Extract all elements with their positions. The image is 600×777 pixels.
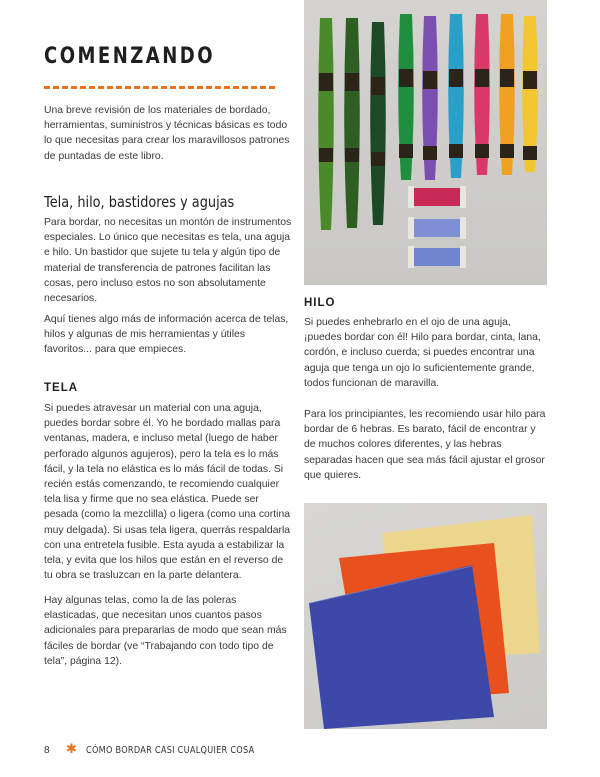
floss-label-band [399, 144, 413, 158]
page-title: COMENZANDO [44, 44, 216, 69]
floss-skein [318, 18, 334, 230]
spool-thread [414, 248, 460, 266]
threads-photo [304, 0, 547, 285]
fabric-blue [309, 565, 494, 729]
page-number: 8 [44, 745, 50, 756]
tela-heading: TELA [44, 382, 79, 394]
floss-label-band [449, 69, 463, 87]
floss-label-band [475, 69, 489, 87]
tela-paragraph-1: Si puedes atravesar un material con una aguja, puedes bordar sobre él. Yo he bordado mallas para ventanas, madera, e incluso metal (luego de haber perforado algunos agujeros), pero la tela es lo más fácil, y la tela no elástica es lo más fácil de todas. Si recién estás comenzando, te recomiendo cualquier tela lisa y firme que no sea elástica. Puede ser pesada (como la mezclilla) o ligera (como una cortina muy delgada). Si usas tela ligera, querrás respaldarla con una entretela fusible. Esta ayuda a estabilizar la tela, y evita que los hilos que están en el reverso de tu obra se trasluzcan en la parte delantera. [44, 403, 291, 582]
threads-illustration [304, 0, 547, 285]
floss-label-band [449, 144, 463, 158]
spool-end [408, 217, 414, 239]
floss-skein [370, 22, 386, 225]
intro-paragraph: Una breve revisión de los materiales de bordado, herramientas, suministros y técnicas básicas es todo lo que necesitas para crear los maravillosos patrones de puntadas de este libro. [44, 105, 290, 162]
asterisk-icon: ✱ [66, 741, 77, 756]
tela-paragraph-2: Hay algunas telas, como la de las poleras elasticadas, que necesitan unos cuantos pasos adicionales para prepararlas de modo que sean más fáciles de bordar (ve “Trabajando con todo tipo de tela”, página 12). [44, 595, 287, 667]
floss-label-band [475, 144, 489, 158]
floss-label-band [500, 69, 514, 87]
section-paragraph-2: Aquí tienes algo más de información acerca de telas, hilos y algunas de mis herramientas y útiles favoritos... para que empieces. [44, 314, 289, 356]
title-dashed-rule [44, 86, 275, 89]
floss-label-band [345, 148, 359, 162]
spool-end [460, 186, 466, 208]
spool-end [460, 246, 466, 268]
fabrics-illustration [304, 503, 547, 729]
spool-end [408, 246, 414, 268]
floss-label-band [371, 77, 385, 95]
hilo-paragraph-2: Para los principiantes, les recomiendo usar hilo para bordar de 6 hebras. Es barato, fácil de encontrar y de muchos colores diferentes, y las hebras separadas hacen que sea más fácil ajustar el grosor que quieres. [304, 409, 546, 481]
spool-thread [414, 188, 460, 206]
fabrics-photo [304, 503, 547, 729]
footer-book-title: CÓMO BORDAR CASI CUALQUIER COSA [86, 745, 255, 756]
floss-label-band [319, 148, 333, 162]
floss-skein [344, 18, 360, 228]
floss-label-band [423, 146, 437, 160]
hilo-paragraph-1: Si puedes enhebrarlo en el ojo de una aguja, ¡puedes bordar con él! Hilo para bordar, cinta, lana, cordón, e incluso cuerda; si puedes encontrar una aguja que tenga un ojo lo suficientemente grande, todos funcionan de maravilla. [304, 317, 541, 389]
floss-label-band [319, 73, 333, 91]
spool-end [460, 217, 466, 239]
hilo-heading: HILO [304, 297, 336, 309]
section-paragraph-1: Para bordar, no necesitas un montón de instrumentos especiales. Lo único que necesitas es tela, una aguja e hilo. Un bastidor que sujete tu tela y algún tipo de material de transferencia de patrones facilitan las cosas, pero incluso estos no son absolutamente necesarios. [44, 217, 292, 305]
floss-label-band [423, 71, 437, 89]
floss-label-band [523, 146, 537, 160]
spool-thread [414, 219, 460, 237]
floss-label-band [523, 71, 537, 89]
floss-label-band [399, 69, 413, 87]
section-heading: Tela, hilo, bastidores y agujas [44, 193, 235, 211]
spool-end [408, 186, 414, 208]
floss-label-band [500, 144, 514, 158]
floss-label-band [345, 73, 359, 91]
floss-label-band [371, 152, 385, 166]
